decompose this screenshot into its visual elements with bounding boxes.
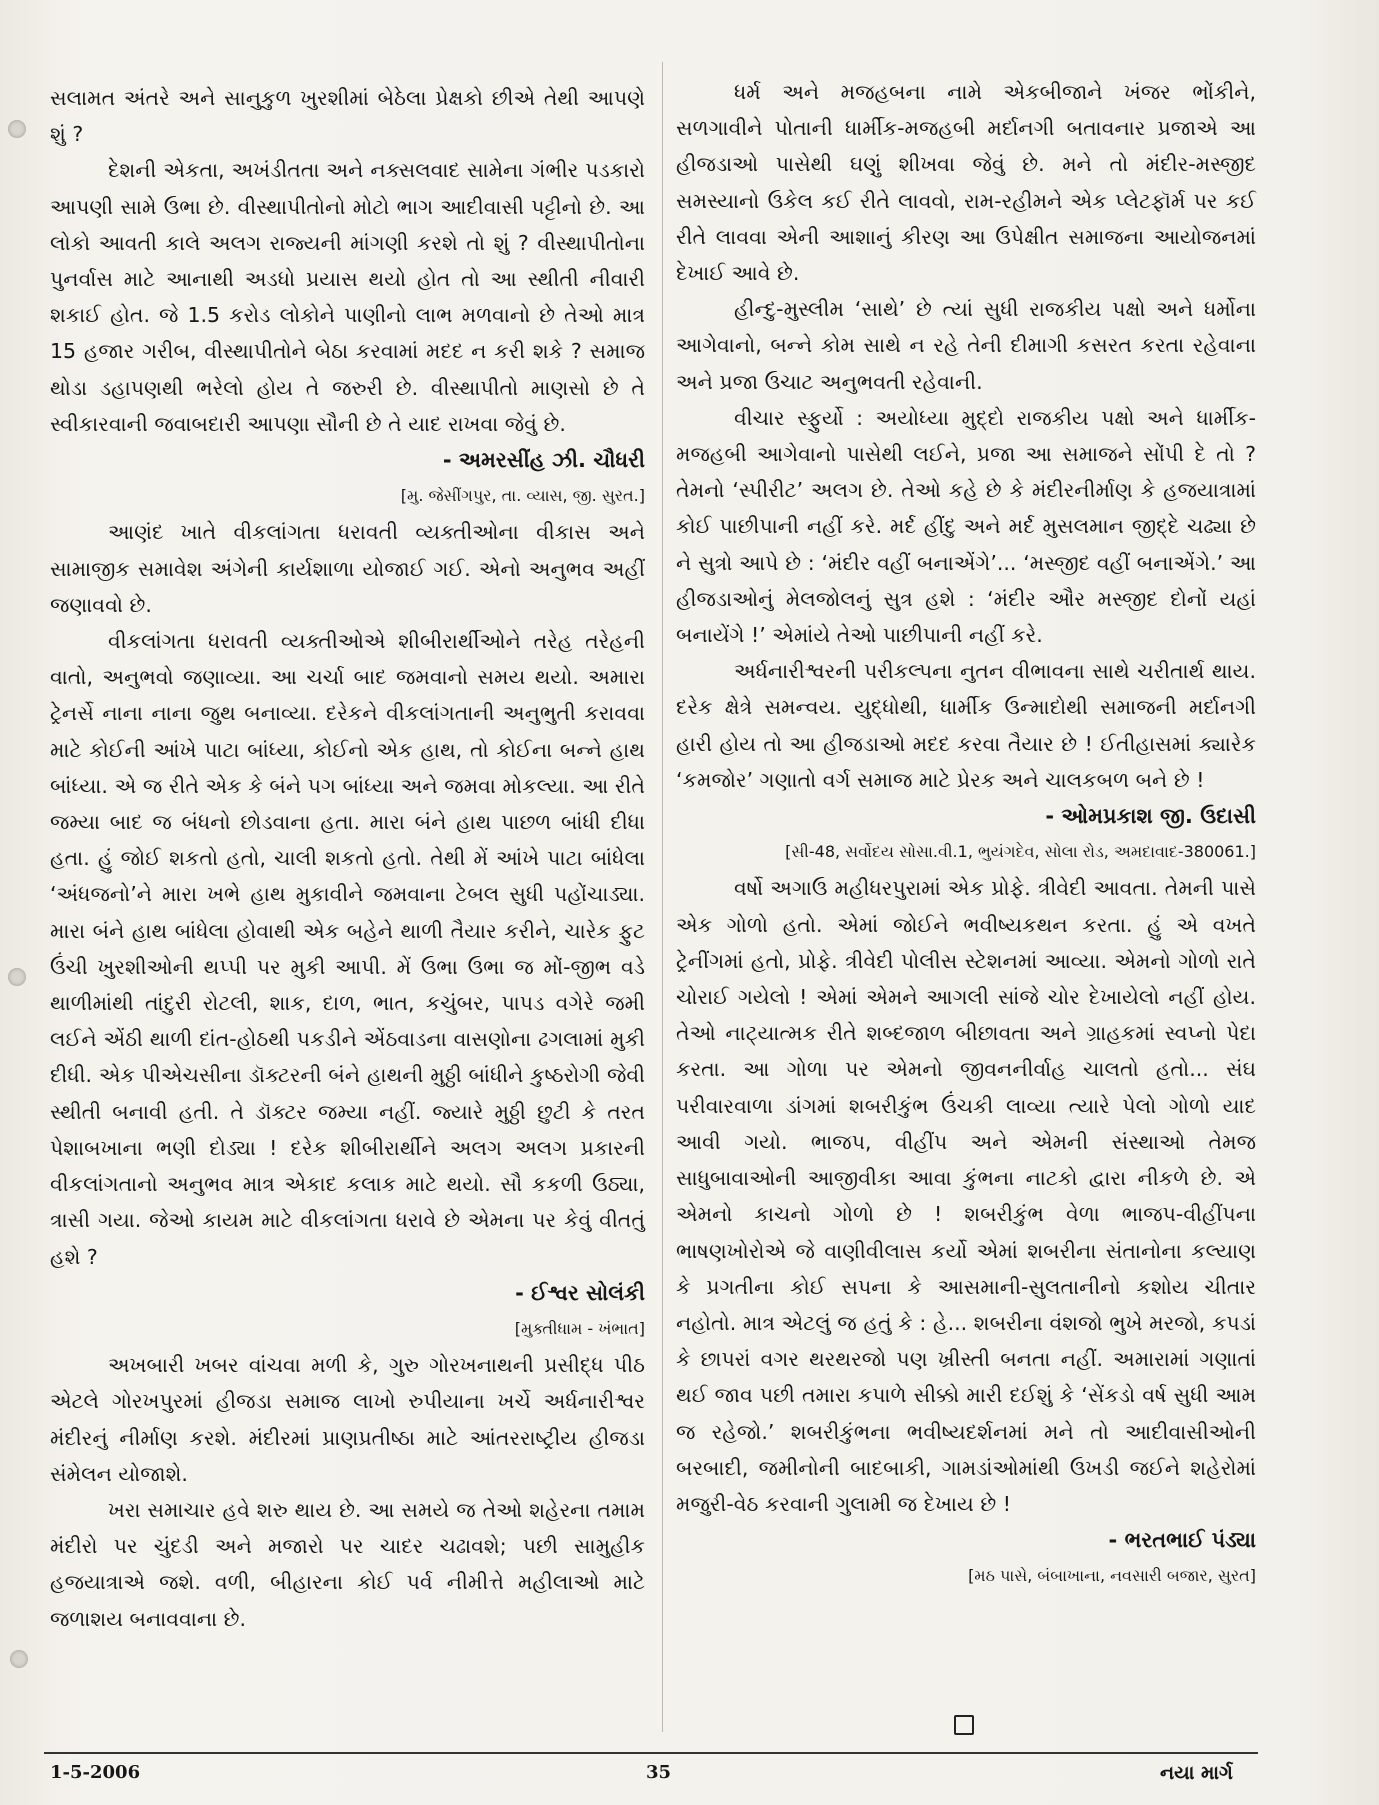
author-address: [મુક્તીધામ - ખંભાત] bbox=[514, 1318, 645, 1338]
paragraph: ધર્મ અને મજહબના નામે એકબીજાને ખંજર ભોંકીને, સળગાવીને પોતાની ધાર્મીક-મજહબી મર્દાનગી બતાવનાર પ્રજાએ આ હીજડાઓ પાસેથી ઘણું શીખવા જેવું છે. મને તો મંદીર-મસ્જીદ સમસ્યાનો ઉકેલ કઈ રીતે લાવવો, રામ-રહીમને એક પ્લેટફૉર્મ પર કઈ રીતે લાવવા એની આશાનું કીરણ આ ઉપેક્ષીત સમાજના આયોજનમાં દેખાઈ આવે છે. bbox=[676, 80, 1256, 286]
author-signature: - ઓમપ્રકાશ જી. ઉદાસી bbox=[1045, 804, 1256, 829]
paragraph: દેશની એકતા, અખંડીતતા અને નક્સલવાદ સામેના ગંભીર પડકારો આપણી સામે ઉભા છે. વીસ્થાપીતોનો મોટો ભાગ આદીવાસી પટ્ટીનો છે. આ લોકો આવતી કાલે અલગ રાજ્યની માંગણી કરશે તો શું ? વીસ્થાપીતોના પુનર્વાસ માટે આનાથી અડધો પ્રયાસ થયો હોત તો આ સ્થીતી નીવારી શકાઈ હોત. જે 1.5 કરોડ લોકોને પાણીનો લાભ મળવાનો છે તેઓ માત્ર 15 હજાર ગરીબ, વીસ્થાપીતોને બેઠા કરવામાં મદદ ન કરી શકે ? સમાજ થોડા ડહાપણથી ભરેલો હોય તે જરુરી છે. વીસ્થાપીતો માણસો છે તે સ્વીકારવાની જવાબદારી આપણા સૌની છે તે યાદ રાખવા જેવું છે. bbox=[50, 158, 645, 436]
paragraph: સલામત અંતરે અને સાનુકુળ ખુરશીમાં બેઠેલા પ્રેક્ષકો છીએ તેથી આપણે શું ? bbox=[50, 86, 645, 147]
paragraph: વર્ષો અગાઉ મહીધરપુરામાં એક પ્રોફે. ત્રીવેદી આવતા. તેમની પાસે એક ગોળો હતો. એમાં જોઈને ભવીષ્યકથન કરતા. હું એ વખતે ટ્રેનીંગમાં હતો, પ્રોફે. ત્રીવેદી પોલીસ સ્ટેશનમાં આવ્યા. એમનો ગોળો રાતે ચોરાઈ ગયેલો ! એમાં એમને આગલી સાંજે ચોર દેખાયેલો નહીં હોય. તેઓ નાટ્યાત્મક રીતે શબ્દજાળ બીછાવતા અને ગ્રાહકમાં સ્વપ્નો પેદા કરતા. આ ગોળા પર એમનો જીવનનીર્વાહ ચાલતો હતો... સંઘ પરીવારવાળા ડાંગમાં શબરીકુંભ ઉંચકી લાવ્યા ત્યારે પેલો ગોળો યાદ આવી ગયો. ભાજપ, વીહીંપ અને એમની સંસ્થાઓ તેમજ સાધુબાવાઓની આજીવીકા આવા કુંભના નાટકો દ્વારા નીકળે છે. એ એમનો કાચનો ગોળો છે ! શબરીકુંભ વેળા ભાજપ-વીહીંપના ભાષણખોરોએ જે વાણીવીલાસ કર્યો એમાં શબરીના સંતાનોના કલ્યાણ કે પ્રગતીના કોઈ સપના કે આસમાની-સુલતાનીનો કશોય ચીતાર નહોતો. માત્ર એટલું જ હતું કે : હે... શબરીના વંશજો ભુખે મરજો, કપડાં કે છાપરાં વગર થરથરજો પણ ખ્રીસ્તી બનતા નહીં. અમારામાં ગણાતાં થઈ જાવ પછી તમારા કપાળે સીક્કો મારી દઈશું કે ‘સેંકડો વર્ષ સુધી આમ જ રહેજો.’ શબરીકુંભના ભવીષ્યદર્શનમાં મને તો આદીવાસીઓની બરબાદી, જમીનોની બાદબાકી, ગામડાંઓમાંથી ઉખડી જઈને શહેરોમાં મજુરી-વેઠ કરવાની ગુલામી જ દેખાય છે ! bbox=[676, 876, 1256, 1516]
punch-hole bbox=[8, 968, 26, 986]
right-column bbox=[676, 74, 1256, 1595]
author-address: [સી-48, સર્વોદય સોસા.વી.1, ભુયંગદેવ, સોલા રોડ, અમદાવાદ-380061.] bbox=[785, 842, 1256, 862]
paragraph: વીચાર સ્ફુર્યો : અયોધ્યા મુદ્દો રાજકીય પક્ષો અને ધાર્મીક-મજહબી આગેવાનો પાસેથી લઈને, પ્રજા આ સમાજને સોંપી દે તો ? તેમનો ‘સ્પીરીટ’ અલગ છે. તેઓ કહે છે કે મંદીરનીર્માણ કે હજયાત્રામાં કોઈ પાછીપાની નહીં કરે. મર્દ હીંદુ અને મર્દ મુસલમાન જીદ્દે ચઢ્યા છે ને સુત્રો આપે છે : ‘મંદીર વહીં બનાએંગે’... ‘મસ્જીદ વહીં બનાએંગે.’ આ હીજડાઓનું મેલજોલનું સુત્ર હશે : ‘મંદીર ઔર મસ્જીદ દોનોં યહાં બનાયેંગે !’ એમાંયે તેઓ પાછીપાની નહીં કરે. bbox=[676, 405, 1256, 648]
end-of-article-mark bbox=[954, 1715, 974, 1735]
paragraph: વીકલાંગતા ધરાવતી વ્યક્તીઓએ શીબીરાર્થીઓને તરેહ તરેહની વાતો, અનુભવો જણાવ્યા. આ ચર્ચા બાદ જમવાનો સમય થયો. અમારા ટ્રેનર્સે નાના નાના જુથ બનાવ્યા. દરેકને વીકલાંગતાની અનુભુતી કરાવવા માટે કોઈની આંખે પાટા બાંધ્યા, કોઈનો એક હાથ, તો કોઈના બન્ને હાથ બાંધ્યા. એ જ રીતે એક કે બંને પગ બાંધ્યા અને જમવા મોકલ્યા. આ રીતે જમ્યા બાદ જ બંધનો છોડવાના હતા. મારા બંને હાથ પાછળ બાંધી દીધા હતા. હું જોઈ શકતો હતો, ચાલી શકતો હતો. તેથી મેં આંખે પાટા બાંધેલા ‘અંધજનો’ને મારા ખભે હાથ મુકાવીને જમવાના ટેબલ સુધી પહોંચાડ્યા. મારા બંને હાથ બાંધેલા હોવાથી એક બહેને થાળી તૈયાર કરીને, ચારેક ફુટ ઉંચી ખુરશીઓની થપ્પી પર મુકી આપી. મેં ઉભા ઉભા જ મોં-જીભ વડે થાળીમાંથી તાંદુરી રોટલી, શાક, દાળ, ભાત, કચુંબર, પાપડ વગેરે જમી લઈને એંઠી થાળી દાંત-હોઠથી પકડીને એંઠવાડના વાસણોના ઢગલામાં મુકી દીધી. એક પીએચસીના ડૉક્ટરની બંને હાથની મુઠ્ઠી બાંધીને કુષ્ઠરોગી જેવી સ્થીતી બનાવી હતી. તે ડૉક્ટર જમ્યા નહીં. જ્યારે મુઠ્ઠી છુટી કે તરત પેશાબખાના ભણી દોડ્યા ! દરેક શીબીરાર્થીને અલગ અલગ પ્રકારની વીકલાંગતાનો અનુભવ માત્ર એકાદ કલાક માટે થયો. સૌ કકળી ઉઠ્યા, ત્રાસી ગયા. જેઓ કાયમ માટે વીકલાંગતા ધરાવે છે એમના પર કેવું વીતતું હશે ? bbox=[50, 629, 645, 1269]
paragraph: હીન્દુ-મુસ્લીમ ‘સાથે’ છે ત્યાં સુધી રાજકીય પક્ષો અને ધર્મોના આગેવાનો, બન્ને કોમ સાથે ન રહે તેની દીમાગી કસરત કરતા રહેવાના અને પ્રજા ઉચાટ અનુભવતી રહેવાની. bbox=[676, 297, 1256, 394]
paragraph: અખબારી ખબર વાંચવા મળી કે, ગુરુ ગોરખનાથની પ્રસીદ્ધ પીઠ એટલે ગોરખપુરમાં હીજડા સમાજ લાખો રુપીયાના ખર્ચે અર્ધનારીશ્વર મંદીરનું નીર્માણ કરશે. મંદીરમાં પ્રાણપ્રતીષ્ઠા માટે આંતરરાષ્ટ્રીય હીજડા સંમેલન યોજાશે. bbox=[50, 1353, 645, 1486]
author-address: [મઠ પાસે, બંબાખાના, નવસારી બજાર, સુરત] bbox=[968, 1566, 1256, 1586]
author-signature: - અમરસીંહ ઝી. ચૌધરી bbox=[442, 448, 645, 473]
page-number: 35 bbox=[646, 1762, 672, 1783]
author-address: [મુ. જેસીંગપુર, તા. વ્યાસ, જી. સુરત.] bbox=[400, 486, 645, 506]
column-divider bbox=[662, 62, 663, 1732]
paragraph: ખરા સમાચાર હવે શરુ થાય છે. આ સમયે જ તેઓ શહેરના તમામ મંદીરો પર ચુંદડી અને મજારો પર ચાદર ચઢાવશે; પછી સામુહીક હજયાત્રાએ જશે. વળી, બીહારના કોઈ પર્વ નીમીત્તે મહીલાઓ માટે જળાશય બનાવવાના છે. bbox=[50, 1497, 645, 1631]
footer-date: 1-5-2006 bbox=[50, 1762, 141, 1783]
paragraph: આણંદ ખાતે વીકલાંગતા ધરાવતી વ્યક્તીઓના વીકાસ અને સામાજીક સમાવેશ અંગેની કાર્યશાળા યોજાઈ ગઈ. એનો અનુભવ અહીં જણાવવો છે. bbox=[50, 520, 645, 617]
author-signature: - ઈશ્વર સોલંકી bbox=[515, 1280, 645, 1305]
magazine-name: નયા માર્ગ bbox=[1160, 1762, 1233, 1784]
punch-hole bbox=[8, 120, 26, 138]
left-column bbox=[50, 80, 645, 1637]
footer-rule bbox=[44, 1752, 1258, 1754]
author-signature: - ભરતભાઈ પંડ્યા bbox=[1108, 1528, 1256, 1553]
paragraph: અર્ધનારીશ્વરની પરીકલ્પના નુતન વીભાવના સાથે ચરીતાર્થ થાય. દરેક ક્ષેત્રે સમન્વય. યુદ્ધોથી, ધાર્મીક ઉન્માદોથી સમાજની મર્દાનગી હારી હોય તો આ હીજડાઓ મદદ કરવા તૈયાર છે ! ઈતીહાસમાં ક્યારેક ‘કમજોર’ ગણાતો વર્ગ સમાજ માટે પ્રેરક અને ચાલકબળ બને છે ! bbox=[676, 659, 1256, 792]
punch-hole bbox=[10, 1650, 28, 1668]
